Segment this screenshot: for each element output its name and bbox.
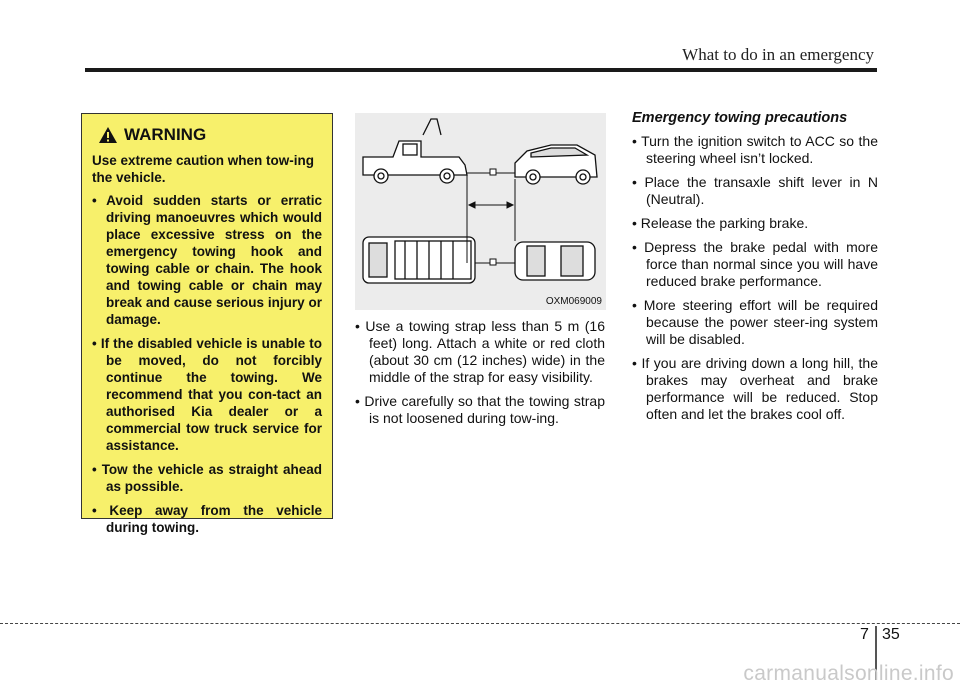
strap-instructions-list <box>355 318 605 434</box>
precautions-list <box>632 133 878 430</box>
list-item: • More steering effort will be required because the power steer-ing system will be disabled. <box>632 297 878 348</box>
page-number: 35 <box>882 626 900 643</box>
list-item: • Place the transaxle shift lever in N (Neutral). <box>632 174 878 208</box>
suv-side-icon <box>515 145 597 184</box>
towing-illustration <box>355 113 606 310</box>
warning-title: WARNING <box>124 125 207 144</box>
section-title: Emergency towing precautions <box>632 110 848 126</box>
list-item: • Turn the ignition switch to ACC so the steering wheel isn’t locked. <box>632 133 878 167</box>
warning-item: • Avoid sudden starts or erratic driving manoeuvres which would place excessive stress on the emergency towing hook and towing cable or chain. The hook and towing cable or chain may break and cause serious injury or damage. <box>92 192 322 328</box>
warning-list <box>92 192 322 536</box>
distance-arrow <box>469 202 513 208</box>
footer-rule <box>0 623 960 624</box>
warning-triangle-icon <box>98 126 118 144</box>
warning-box <box>81 113 333 535</box>
list-item: • Release the parking brake. <box>632 215 878 232</box>
list-item: • If you are driving down a long hill, the brakes may overheat and brake performance will be reduced. Stop often and let the brakes cool off. <box>632 355 878 423</box>
watermark: carmanualsonline.info <box>743 662 954 685</box>
list-item: • Drive carefully so that the towing strap is not loosened during tow-ing. <box>355 393 605 427</box>
chapter-number: 7 <box>860 626 869 643</box>
figure-code: OXM069009 <box>545 296 602 307</box>
tow-truck-side-icon <box>363 119 467 183</box>
warning-item: • Keep away from the vehicle during towing. <box>92 502 322 536</box>
towing-diagram <box>355 113 606 310</box>
page-header-title: What to do in an emergency <box>682 45 874 64</box>
list-item: • Depress the brake pedal with more force than normal since you will have reduced brake performance. <box>632 239 878 290</box>
header-rule <box>85 68 877 72</box>
warning-heading <box>98 122 322 148</box>
warning-item: • Tow the vehicle as straight ahead as possible. <box>92 461 322 495</box>
warning-intro: Use extreme caution when tow-ing the vehicle. <box>92 153 315 185</box>
warning-item: • If the disabled vehicle is unable to be moved, do not forcibly continue the towing. We recommend that you con-tact an authorised Kia dealer or a commercial tow truck service for assistance. <box>92 335 322 454</box>
list-item: • Use a towing strap less than 5 m (16 feet) long. Attach a white or red cloth (about 30 cm (12 inches) wide) in the middle of the strap for easy visibility. <box>355 318 605 386</box>
suv-top-icon <box>515 242 595 280</box>
pickup-top-icon <box>363 237 475 283</box>
